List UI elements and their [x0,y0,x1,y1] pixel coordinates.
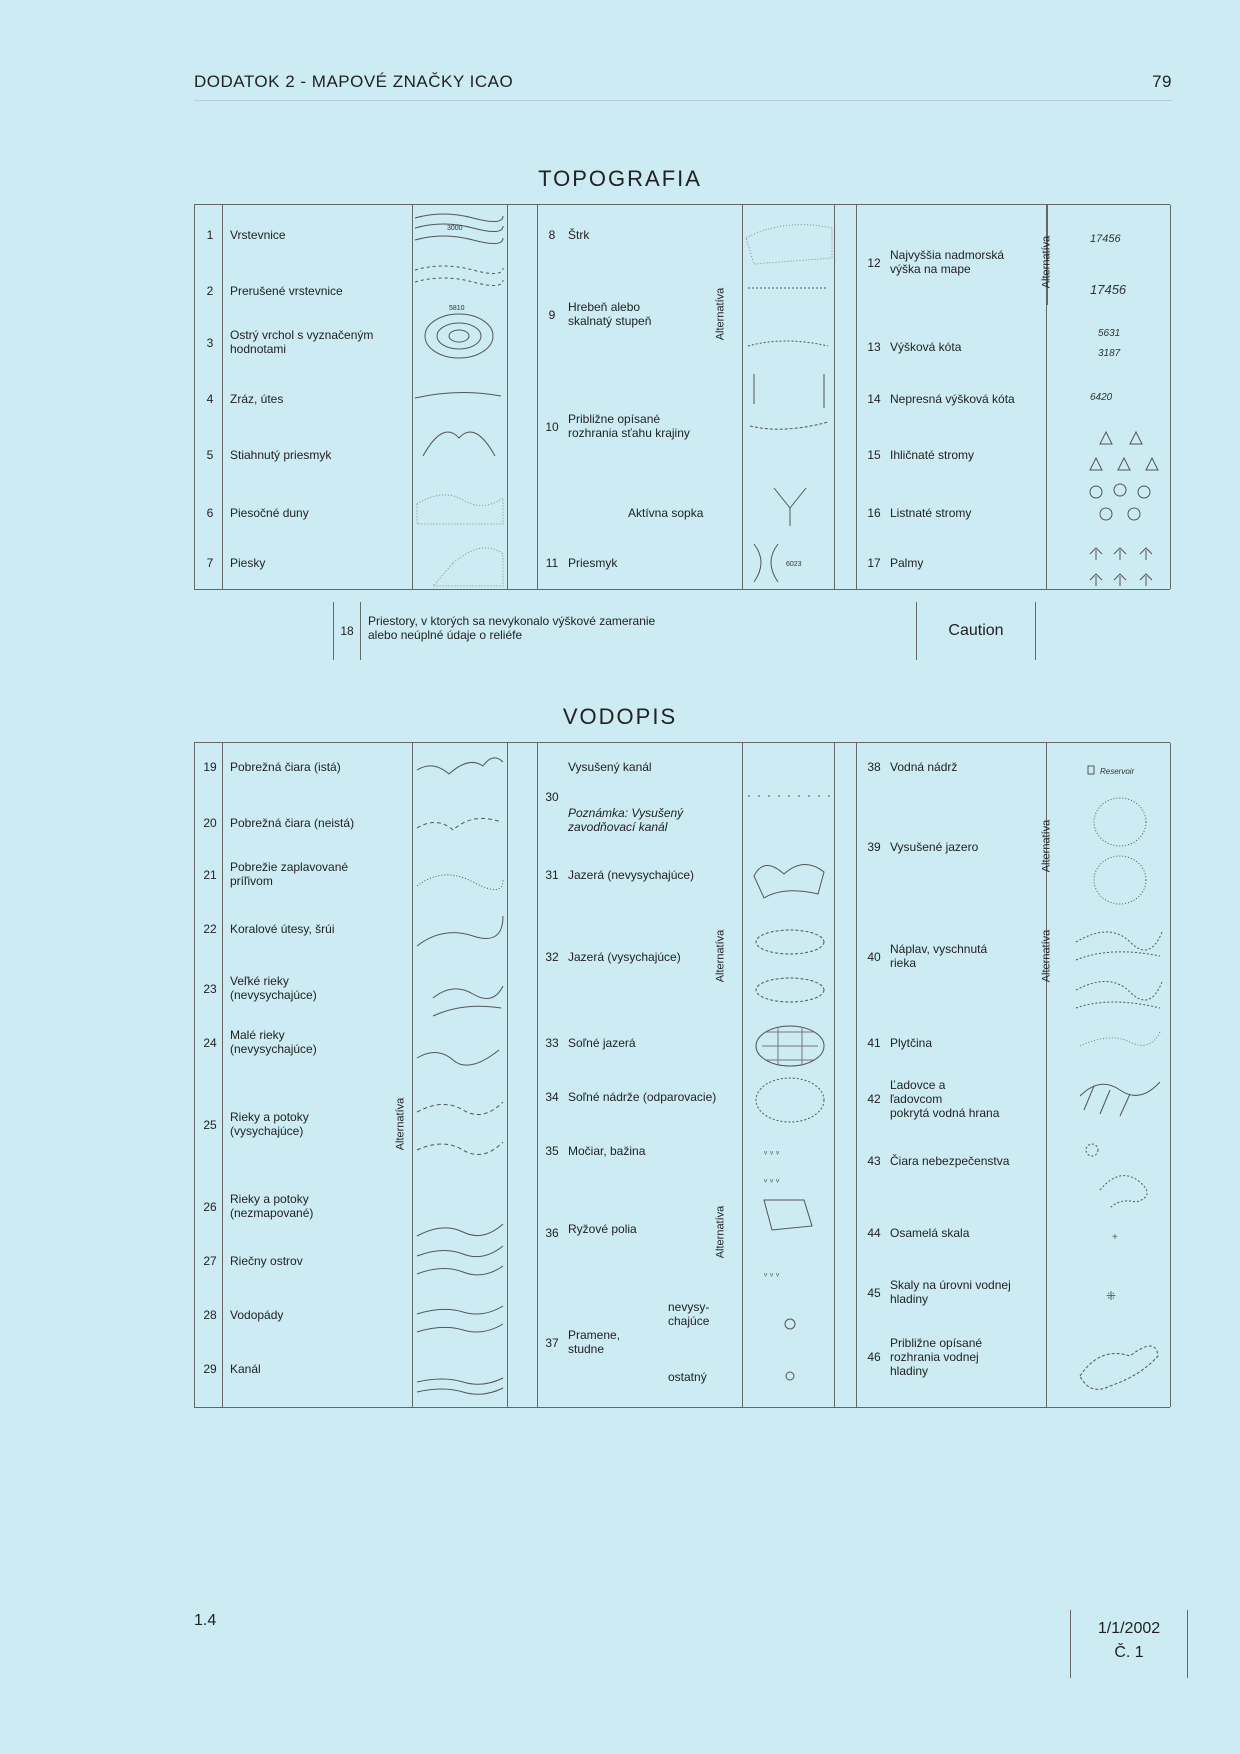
svg-text:⁜: ⁜ [1106,1289,1117,1303]
item-number: 23 [203,982,217,996]
item-label: Ostrý vrchol s vyznačeným hodnotami [230,328,374,356]
alternative-label: Alternatíva [1040,819,1053,873]
page-header [194,72,1172,92]
item-label: Koralové útesy, šrúi [230,922,335,936]
item-number: 29 [203,1362,217,1376]
item-label: Palmy [890,556,924,570]
item-label: Približne opísané rozhrania sťahu krajiny [568,412,690,440]
item-number: 2 [206,284,214,298]
svg-text:ᵥ ᵥ ᵥ: ᵥ ᵥ ᵥ [764,1146,780,1157]
divider [856,743,857,1407]
item-number: 31 [545,868,559,882]
divider [537,743,538,1407]
item-number: 39 [867,840,881,854]
topography-symbols-col1 [413,208,505,588]
item-number: 26 [203,1200,217,1214]
item-number: 8 [548,228,556,242]
item-label: Piesočné duny [230,506,309,520]
item-label: Jazerá (vysychajúce) [568,950,681,964]
item-label: Aktívna sopka [628,506,704,520]
item-number: 22 [203,922,217,936]
item-label: Prerušené vrstevnice [230,284,343,298]
divider [742,205,743,589]
alternative-label: Alternatíva [714,929,727,983]
hydrography-symbols-col2 [744,746,834,1406]
item-label: Pobrežie zaplavované príľivom [230,860,349,888]
spot-height-3: 5631 [1098,328,1121,339]
item-number: 12 [867,256,881,270]
conifer-icon [1090,432,1158,470]
item-number: 27 [203,1254,217,1268]
item-label: Rieky a potoky (nezmapované) [230,1192,314,1220]
reservoir-text: Reservoir [1100,767,1135,776]
item-label: Poznámka: Vysušený zavodňovací kanál [568,806,684,834]
topography-title: TOPOGRAFIA [538,166,702,191]
item-number: 9 [548,308,556,322]
item-label: Pobrežná čiara (neistá) [230,816,355,830]
item-label: Jazerá (nevysychajúce) [568,868,695,882]
item-sub: ostatný [668,1370,707,1384]
item-label: Štrk [568,228,590,242]
caution-text: Caution [948,622,1004,639]
item-label: Priesmyk [568,556,618,570]
divider [194,205,195,589]
footer-date: 1/1/2002 [1097,1620,1161,1637]
item-number: 45 [867,1286,881,1300]
spot-height-1: 17456 [1090,233,1121,245]
divider [1170,205,1171,589]
item-label: Náplav, vyschnutá rieka [890,942,988,970]
hydrography-title: VODOPIS [562,704,678,729]
svg-text:ᵥ ᵥ ᵥ: ᵥ ᵥ ᵥ [764,1268,780,1279]
item-label: Ihličnaté stromy [890,448,975,462]
item-number: 3 [206,336,214,350]
item-label: Plytčina [890,1036,933,1050]
item-number: 11 [545,556,559,570]
spot-height-4: 3187 [1098,348,1121,359]
item-number: 13 [867,340,881,354]
item-label: Zráz, útes [230,392,284,406]
item-label: Približne opísané rozhrania vodnej hladiny [890,1336,983,1378]
alternative-label: Alternatíva [394,1097,407,1151]
topography-symbols-col2 [744,208,834,588]
item-number: 7 [206,556,214,570]
footer-chapter: Č. 1 [1114,1644,1144,1661]
divider [507,205,508,589]
item-number: 43 [867,1154,881,1168]
hydrography-symbols-col3 [1070,746,1164,1406]
item-number: 18 [340,624,354,638]
alternative-label: Alternatíva [714,1205,727,1259]
item-label: Vysušený kanál [568,760,652,774]
item-number: 41 [867,1036,881,1050]
caution-box [916,602,1036,660]
item-label: Ryžové polia [568,1222,637,1236]
item-label: Pramene, studne [568,1328,621,1356]
item-number: 20 [203,816,217,830]
item-label: Vodopády [230,1308,284,1322]
hydrography-symbols-col1 [413,746,505,1406]
row18-box [333,602,361,660]
item-label: Malé rieky (nevysychajúce) [230,1028,317,1056]
item-label: Stiahnutý priesmyk [230,448,332,462]
item-number: 32 [545,950,559,964]
item-number: 44 [867,1226,881,1240]
svg-text:ᵥ ᵥ ᵥ: ᵥ ᵥ ᵥ [764,1174,780,1185]
item-number: 1 [206,228,214,242]
pass-value: 6023 [786,561,802,568]
item-label: Vodná nádrž [890,760,958,774]
item-label: Močiar, bažina [568,1144,646,1158]
item-number: 33 [545,1036,559,1050]
item-number: 21 [203,868,217,882]
item-number: 4 [206,392,214,406]
item-label: Skaly na úrovni vodnej hladiny [890,1278,1011,1306]
item-label: Nepresná výšková kóta [890,392,1015,406]
peak-value: 5810 [449,305,465,312]
item-label: Ľadovce a ľadovcom pokrytá vodná hrana [890,1078,1000,1120]
item-label: Priestory, v ktorých sa nevykonalo výškové zameranie alebo neúplné údaje o reliéfe [368,614,656,642]
alternative-label: Alternatíva [1040,929,1053,983]
alternative-label: Alternatíva [714,287,727,341]
item-number: 16 [867,506,881,520]
divider [742,743,743,1407]
item-number: 25 [203,1118,217,1132]
item-label: Výšková kóta [890,340,962,354]
footer-left: 1.4 [194,1612,217,1629]
item-number: 17 [867,556,881,570]
deciduous-icon [1090,484,1150,520]
item-label: Osamelá skala [890,1226,970,1240]
item-number: 36 [545,1226,559,1240]
topography-symbols-col3 [1070,208,1164,588]
item-number: 5 [206,448,214,462]
item-number: 10 [545,420,559,434]
header-rule [194,100,1172,101]
item-label: Vrstevnice [230,228,286,242]
item-label: Piesky [230,556,266,570]
divider [856,205,857,589]
item-label: Vysušené jazero [890,840,979,854]
item-number: 35 [545,1144,559,1158]
spot-height-2: 17456 [1090,282,1127,297]
item-label: Čiara nebezpečenstva [890,1154,1010,1168]
item-label: Pobrežná čiara (istá) [230,760,341,774]
page-number: 79 [1152,72,1172,91]
item-number: 37 [545,1336,559,1350]
svg-text:+: + [1112,1232,1118,1243]
divider [834,205,835,589]
item-number: 42 [867,1092,881,1106]
contour-value: 3000 [447,225,463,232]
divider [537,205,538,589]
item-label: Soľné nádrže (odparovacie) [568,1090,717,1104]
item-number: 46 [867,1350,881,1364]
divider [194,743,195,1407]
item-number: 14 [867,392,881,406]
item-number: 24 [203,1036,217,1050]
item-sub: nevysy- chajúce [668,1300,710,1328]
item-label: Najvyššia nadmorská výška na mape [890,248,1005,276]
item-number: 38 [867,760,881,774]
header-title: DODATOK 2 - MAPOVÉ ZNAČKY ICAO [194,72,514,91]
item-label: Kanál [230,1362,261,1376]
alternative-label: Alternatíva [1040,235,1053,289]
item-label: Veľké rieky (nevysychajúce) [230,974,317,1002]
item-label: Hrebeň alebo skalnatý stupeň [568,300,652,328]
divider [1170,743,1171,1407]
item-number: 19 [203,760,217,774]
item-number: 15 [867,448,881,462]
item-label: Soľné jazerá [568,1036,636,1050]
item-number: 6 [206,506,214,520]
item-number: 30 [545,790,559,804]
spot-height-5: 6420 [1090,392,1113,403]
palm-icon [1090,548,1152,586]
item-number: 28 [203,1308,217,1322]
divider [834,743,835,1407]
footer-right [1070,1610,1188,1678]
item-label: Listnaté stromy [890,506,972,520]
item-label: Rieky a potoky (vysychajúce) [230,1110,309,1138]
item-number: 34 [545,1090,559,1104]
divider [507,743,508,1407]
item-label: Riečny ostrov [230,1254,303,1268]
item-number: 40 [867,950,881,964]
